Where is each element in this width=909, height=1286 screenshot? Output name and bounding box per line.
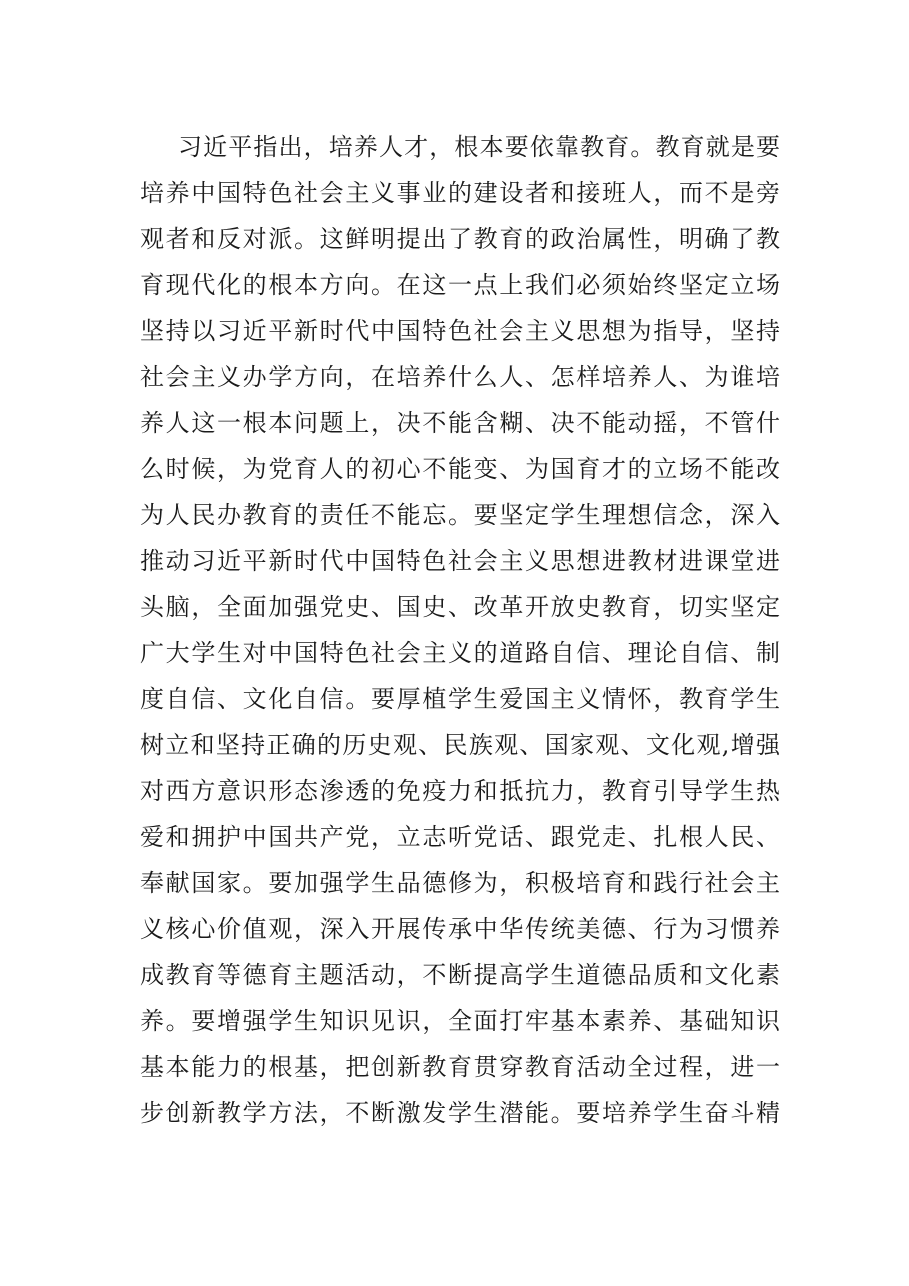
- text-line: 广大学生对中国特色社会主义的道路自信、理论自信、制: [140, 639, 780, 667]
- text-line: 习近平指出，培养人才，根本要依靠教育。教育就是要: [178, 133, 780, 161]
- text-line: 坚持以习近平新时代中国特色社会主义思想为指导，坚持: [140, 317, 780, 345]
- text-line: 头脑，全面加强党史、国史、改革开放史教育，切实坚定: [140, 593, 780, 621]
- text-line: 对西方意识形态渗透的免疫力和抵抗力，教育引导学生热: [140, 777, 780, 805]
- text-line: 培养中国特色社会主义事业的建设者和接班人，而不是旁: [140, 179, 780, 207]
- text-line: 推动习近平新时代中国特色社会主义思想进教材进课堂进: [140, 547, 780, 575]
- text-line: 奉献国家。要加强学生品德修为，积极培育和践行社会主: [140, 869, 780, 897]
- text-line: 养。要增强学生知识见识，全面打牢基本素养、基础知识: [140, 1007, 780, 1035]
- text-line: 社会主义办学方向，在培养什么人、怎样培养人、为谁培: [140, 363, 780, 391]
- text-line: 义核心价值观，深入开展传承中华传统美德、行为习惯养: [140, 915, 780, 943]
- text-line: 爱和拥护中国共产党，立志听党话、跟党走、扎根人民、: [140, 823, 780, 851]
- text-line: 成教育等德育主题活动，不断提高学生道德品质和文化素: [140, 961, 780, 989]
- text-line: 么时候，为党育人的初心不能变、为国育才的立场不能改: [140, 455, 780, 483]
- text-line: 观者和反对派。这鲜明提出了教育的政治属性，明确了教: [140, 225, 780, 253]
- text-line: 育现代化的根本方向。在这一点上我们必须始终坚定立场: [140, 271, 780, 299]
- text-line: 基本能力的根基，把创新教育贯穿教育活动全过程，进一: [140, 1053, 780, 1081]
- text-line: 度自信、文化自信。要厚植学生爱国主义情怀，教育学生: [140, 685, 780, 713]
- text-line: 养人这一根本问题上，决不能含糊、决不能动摇，不管什: [140, 409, 780, 437]
- body-paragraph: [140, 124, 780, 1136]
- text-line: 为人民办教育的责任不能忘。要坚定学生理想信念，深入: [140, 501, 780, 529]
- text-line: 树立和坚持正确的历史观、民族观、国家观、文化观,增强: [140, 731, 780, 759]
- text-line: 步创新教学方法，不断激发学生潜能。要培养学生奋斗精: [140, 1099, 780, 1127]
